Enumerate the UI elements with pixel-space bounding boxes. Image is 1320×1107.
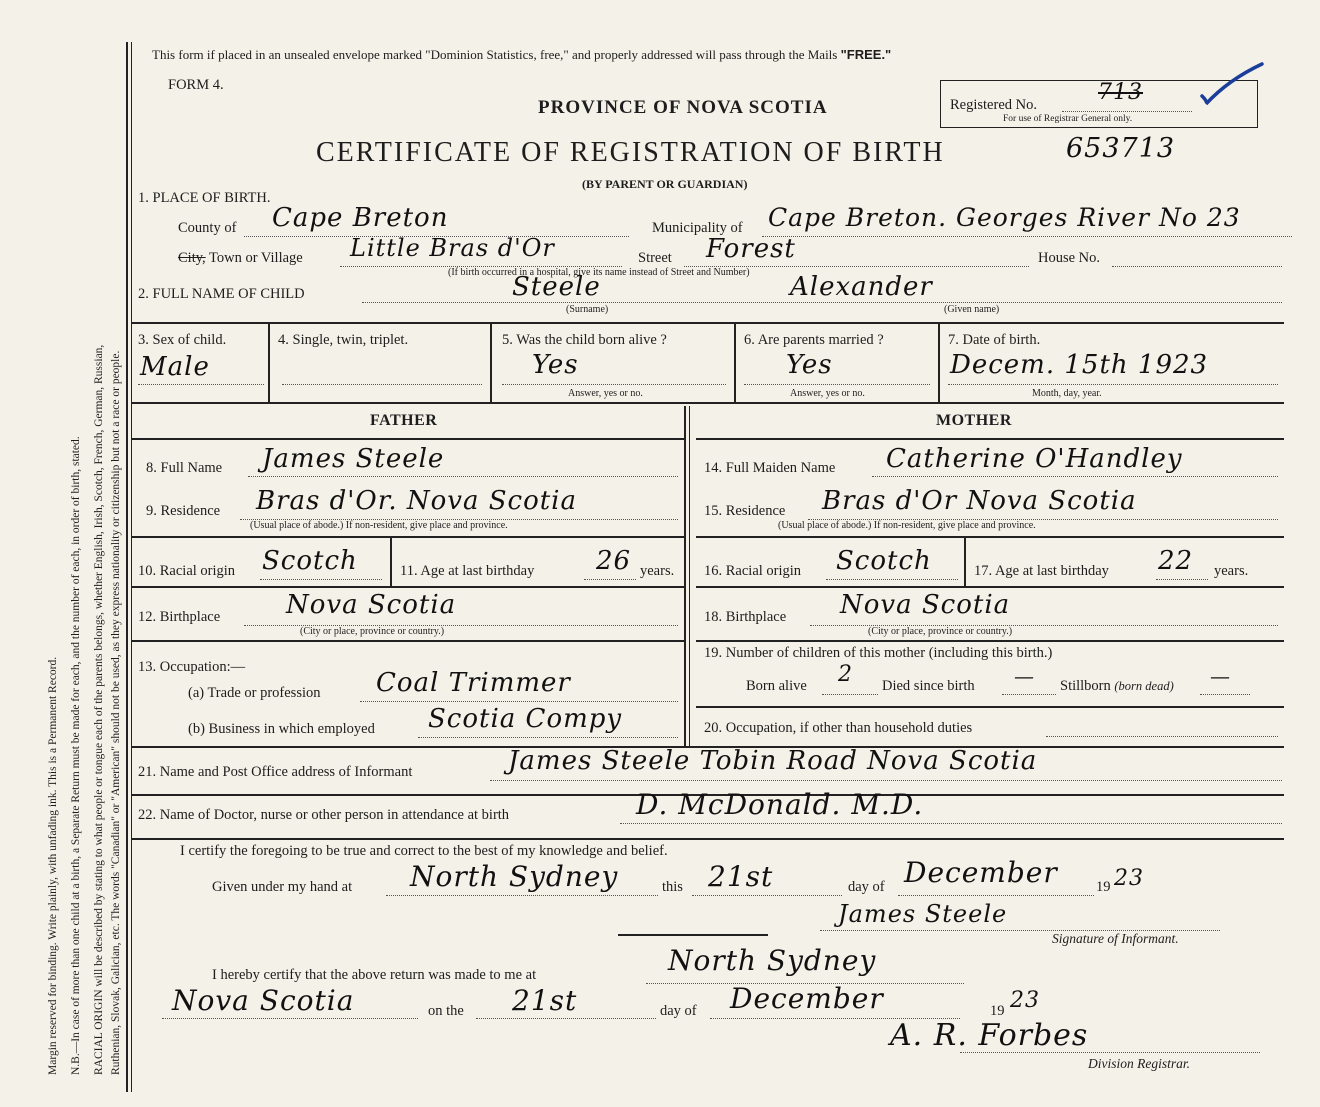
on-the-label: on the xyxy=(428,1003,464,1019)
mother-occupation-label: 20. Occupation, if other than household duties xyxy=(704,720,973,736)
date-of-birth-value: Decem. 15th 1923 xyxy=(950,350,1209,380)
born-alive-label: 5. Was the child born alive ? xyxy=(502,332,667,348)
mother-birthplace-value: Nova Scotia xyxy=(840,590,1011,620)
born-alive-count-label: Born alive xyxy=(746,678,807,694)
margin-note-1: Margin reserved for binding. Write plainly, with unfading ink. This is a Permanent Record. xyxy=(47,656,59,1075)
given-under-hand-label: Given under my hand at xyxy=(212,879,353,895)
father-trade-label: (a) Trade or profession xyxy=(188,685,321,701)
died-since-birth-value: — xyxy=(1014,664,1035,688)
given-day-value: 21st xyxy=(708,860,774,893)
father-age-years: years. xyxy=(640,563,675,579)
father-name-value: James Steele xyxy=(262,444,445,474)
mother-racial-value: Scotch xyxy=(836,546,932,576)
mother-name-label: 14. Full Maiden Name xyxy=(704,460,836,476)
father-birthplace-value: Nova Scotia xyxy=(286,590,457,620)
certificate-number: 653713 xyxy=(1066,133,1176,164)
registrar-year-value: 23 xyxy=(1010,988,1040,1013)
town-label: City, Town or Village xyxy=(178,250,303,266)
informant-value: James Steele Tobin Road Nova Scotia xyxy=(508,746,1038,776)
registrar-signature: A. R. Forbes xyxy=(890,1018,1089,1053)
father-business-value: Scotia Compy xyxy=(428,704,623,734)
father-residence-value: Bras d'Or. Nova Scotia xyxy=(256,486,577,516)
mother-age-years: years. xyxy=(1214,563,1249,579)
registrar-statement: I hereby certify that the above return was made to me at xyxy=(212,967,537,983)
mother-residence-note: (Usual place of abode.) If non-resident, give place and province. xyxy=(778,520,1036,531)
father-birthplace-note: (City or place, province or country.) xyxy=(300,626,445,637)
father-heading: FATHER xyxy=(370,412,438,429)
house-number-label: House No. xyxy=(1038,250,1101,266)
parents-married-value: Yes xyxy=(786,350,833,380)
mother-heading: MOTHER xyxy=(936,412,1012,429)
municipality-value: Cape Breton. Georges River No 23 xyxy=(768,203,1241,232)
given-day-of-label: day of xyxy=(848,879,885,895)
sex-value: Male xyxy=(140,352,210,382)
certificate-subtitle: (BY PARENT OR GUARDIAN) xyxy=(582,177,748,191)
left-border-inner xyxy=(131,42,132,1092)
division-registrar-label: Division Registrar. xyxy=(1088,1056,1191,1071)
informant-signature-label: Signature of Informant. xyxy=(1052,931,1179,946)
registered-value: 713 xyxy=(1098,80,1143,105)
informant-signature: James Steele xyxy=(838,900,1008,928)
municipality-label: Municipality of xyxy=(652,220,743,236)
mother-birthplace-label: 18. Birthplace xyxy=(704,609,787,625)
father-name-label: 8. Full Name xyxy=(146,460,223,476)
died-since-birth-label: Died since birth xyxy=(882,678,975,694)
form-number: FORM 4. xyxy=(168,77,224,93)
parents-married-note: Answer, yes or no. xyxy=(790,388,865,399)
mother-residence-value: Bras d'Or Nova Scotia xyxy=(822,486,1137,516)
margin-note-4: Ruthenian, Slovak, Galician, etc. The words "Canadian" or "American" should not be used, as they express nationality or citizenship but not a race or people. xyxy=(110,350,122,1075)
father-occupation-label: 13. Occupation:— xyxy=(138,659,246,675)
town-value: Little Bras d'Or xyxy=(350,234,555,262)
registrar-month-value: December xyxy=(730,982,884,1015)
left-border xyxy=(126,42,128,1092)
county-value: Cape Breton xyxy=(272,203,449,233)
sex-label: 3. Sex of child. xyxy=(138,332,227,348)
parents-married-label: 6. Are parents married ? xyxy=(744,332,884,348)
registrar-day-of-label: day of xyxy=(660,1003,697,1019)
mother-racial-label: 16. Racial origin xyxy=(704,563,802,579)
father-residence-note: (Usual place of abode.) If non-resident, give place and province. xyxy=(250,520,508,531)
given-month-value: December xyxy=(904,856,1058,889)
registrar-place-value: North Sydney xyxy=(668,944,877,977)
place-of-birth-label: 1. PLACE OF BIRTH. xyxy=(138,190,271,206)
given-year-value: 23 xyxy=(1114,866,1144,891)
certify-statement: I certify the foregoing to be true and correct to the best of my knowledge and belief. xyxy=(180,843,668,859)
child-name-label: 2. FULL NAME OF CHILD xyxy=(138,286,305,302)
father-age-value: 26 xyxy=(596,546,632,576)
province-heading: PROVINCE OF NOVA SCOTIA xyxy=(538,97,828,118)
mother-birthplace-note: (City or place, province or country.) xyxy=(868,626,1013,637)
born-alive-note: Answer, yes or no. xyxy=(568,388,643,399)
mother-age-value: 22 xyxy=(1158,546,1194,576)
father-trade-value: Coal Trimmer xyxy=(376,668,571,698)
father-birthplace-label: 12. Birthplace xyxy=(138,609,221,625)
father-racial-label: 10. Racial origin xyxy=(138,563,236,579)
date-of-birth-note: Month, day, year. xyxy=(1032,388,1102,399)
stillborn-label: Stillborn (born dead) xyxy=(1060,678,1174,694)
father-business-label: (b) Business in which employed xyxy=(188,721,375,737)
stillborn-value: — xyxy=(1210,664,1231,688)
margin-note-3: RACIAL ORIGIN will be described by stating to what people or tongue each of the parents belongs, whether English, Irish, Scotch, French, German, Russian, xyxy=(93,344,105,1075)
mother-residence-label: 15. Residence xyxy=(704,503,786,519)
registrar-year-prefix: 19 xyxy=(990,1003,1005,1019)
father-residence-label: 9. Residence xyxy=(146,503,221,519)
street-value: Forest xyxy=(706,234,796,264)
father-racial-value: Scotch xyxy=(262,546,358,576)
doctor-label: 22. Name of Doctor, nurse or other person in attendance at birth xyxy=(138,807,510,823)
check-mark-icon xyxy=(1198,60,1268,105)
single-twin-label: 4. Single, twin, triplet. xyxy=(278,332,409,348)
mother-name-value: Catherine O'Handley xyxy=(886,444,1183,474)
father-age-label: 11. Age at last birthday xyxy=(400,563,535,579)
given-name-note: (Given name) xyxy=(944,304,1000,315)
mail-notice: This form if placed in an unsealed envelope marked "Dominion Statistics, free," and properly addressed will pass through the Mails "FREE." xyxy=(152,47,892,62)
doctor-value: D. McDonald. M.D. xyxy=(636,788,924,821)
given-year-prefix: 19 xyxy=(1096,879,1111,895)
registrar-use-note: For use of Registrar General only. xyxy=(1003,114,1133,124)
born-alive-value: Yes xyxy=(532,350,579,380)
this-label: this xyxy=(662,879,683,895)
born-alive-count-value: 2 xyxy=(838,662,853,687)
county-label: County of xyxy=(178,220,237,236)
children-count-label: 19. Number of children of this mother (including this birth.) xyxy=(704,645,1053,661)
street-label: Street xyxy=(638,250,672,266)
child-given-name: Alexander xyxy=(790,272,933,302)
registered-label: Registered No. xyxy=(950,97,1037,113)
margin-note-2: N.B.—In case of more than one child at a birth, a Separate Return must be made for each, and the number of each, in order of birth, stated. xyxy=(70,436,82,1075)
informant-label: 21. Name and Post Office address of Informant xyxy=(138,764,413,780)
registrar-place-2-value: Nova Scotia xyxy=(172,984,355,1017)
separator-line xyxy=(618,934,768,936)
surname-note: (Surname) xyxy=(566,304,609,315)
hospital-note: (If birth occurred in a hospital, give its name instead of Street and Number) xyxy=(448,267,750,278)
certificate-title: CERTIFICATE OF REGISTRATION OF BIRTH xyxy=(316,137,945,168)
date-of-birth-label: 7. Date of birth. xyxy=(948,332,1041,348)
registrar-day-value: 21st xyxy=(512,984,578,1017)
given-place-value: North Sydney xyxy=(410,860,619,893)
mother-age-label: 17. Age at last birthday xyxy=(974,563,1109,579)
child-surname: Steele xyxy=(512,272,601,302)
